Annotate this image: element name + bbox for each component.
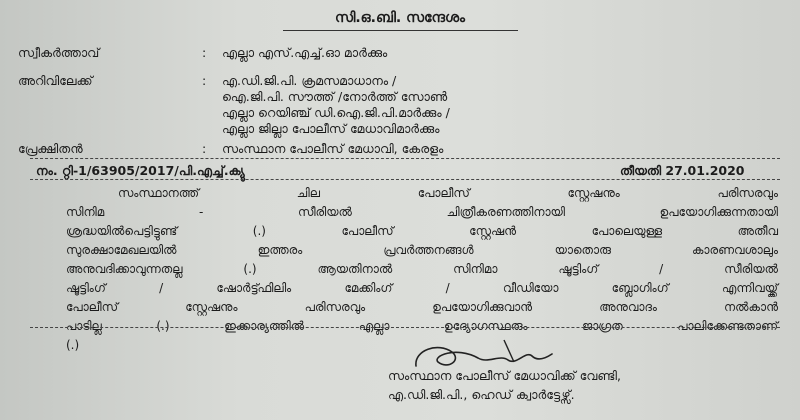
copy-to-value-3: എല്ലാ റെയിഞ്ച് ഡി.ഐ.ജി.പി.മാർക്കും / xyxy=(222,105,450,120)
signature-line-2: എ.ഡി.ജി.പി., ഹെഡ് ക്വാർട്ടേഴ്സ്. xyxy=(388,387,575,402)
copy-to-value-1: എ.ഡി.ജി.പി. ക്രമസമാധാനം / xyxy=(222,73,397,88)
divider xyxy=(30,179,780,180)
copy-to-value-2: ഐ.ജി.പി. സൗത്ത് /നോർത്ത് സോൺ xyxy=(222,89,448,104)
body-line: പാടില്ല (.) ഇക്കാര്യത്തിൽ എല്ലാ ഉദ്യോഗസ്ഥരും ജാഗ്രത പാലിക്കേണ്ടതാണ് xyxy=(66,319,778,333)
sender-value: സംസ്ഥാന പോലീസ് മേധാവി, കേരളം xyxy=(222,141,444,156)
body-line: സംസ്ഥാനത്ത് ചില പോലീസ് സ്റ്റേഷനും പരിസരവും xyxy=(118,186,778,200)
document-date: തീയതി 27.01.2020 xyxy=(620,163,745,178)
body-line: സിനിമ - സീരിയൽ ചിത്രീകരണത്തിനായി ഉപയോഗിക്കുന്നതായി xyxy=(66,205,778,219)
reference-number: നം. റ്റി-1/63905/2017/പി.എച്ച്.ക്യു xyxy=(36,163,245,178)
recipient-value: എല്ലാ എസ്.എച്ച്.ഓ മാർക്കും xyxy=(222,45,388,60)
message-body xyxy=(66,184,778,355)
body-line: സുരക്ഷാമേഖലയിൽ ഇത്തരം പ്രവർത്തനങ്ങൾ യാതൊരു കാരണവശാലും xyxy=(66,243,778,257)
copy-to-value-4: എല്ലാ ജില്ലാ പോലീസ് മേധാവിമാർക്കും xyxy=(222,121,440,136)
body-line: ഷൂട്ടിംഗ് / ഷോർട്ട്ഫിലിം മേക്കിംഗ് / വീഡിയോ ബ്ലോഗിംഗ് എന്നിവയ്ക്ക് xyxy=(66,281,778,295)
colon: : xyxy=(202,141,207,156)
title-underline xyxy=(283,30,518,31)
body-line: ശ്രദ്ധയിൽപെട്ടിട്ടുണ്ട് (.) പോലീസ് സ്റ്റേഷൻ പോലെയുള്ള അതീവ xyxy=(66,224,778,238)
copy-to-label: അറിവിലേക്ക് xyxy=(18,73,93,88)
recipient-label: സ്വീകർത്താവ് xyxy=(18,45,100,60)
colon: : xyxy=(202,45,207,60)
body-line: പോലീസ് സ്റ്റേഷനും പരിസരവും ഉപയോഗിക്കുവാൻ അനുവാദം നൽകാൻ xyxy=(66,300,778,314)
document-title: സി.ഒ.ബി. സന്ദേശം xyxy=(334,10,466,26)
divider xyxy=(30,158,780,159)
colon: : xyxy=(202,73,207,88)
body-line: അനുവദിക്കാവുന്നതല്ല (.) ആയതിനാൽ സിനിമാ ഷൂട്ടിംഗ് / സീരിയൽ xyxy=(66,262,778,276)
divider xyxy=(30,327,780,328)
body-line: (.) xyxy=(66,338,80,352)
sender-label: പ്രേക്ഷിതൻ xyxy=(18,141,83,156)
signature-line-1: സംസ്ഥാന പോലീസ് മേധാവിക്ക് വേണ്ടി, xyxy=(388,368,621,383)
